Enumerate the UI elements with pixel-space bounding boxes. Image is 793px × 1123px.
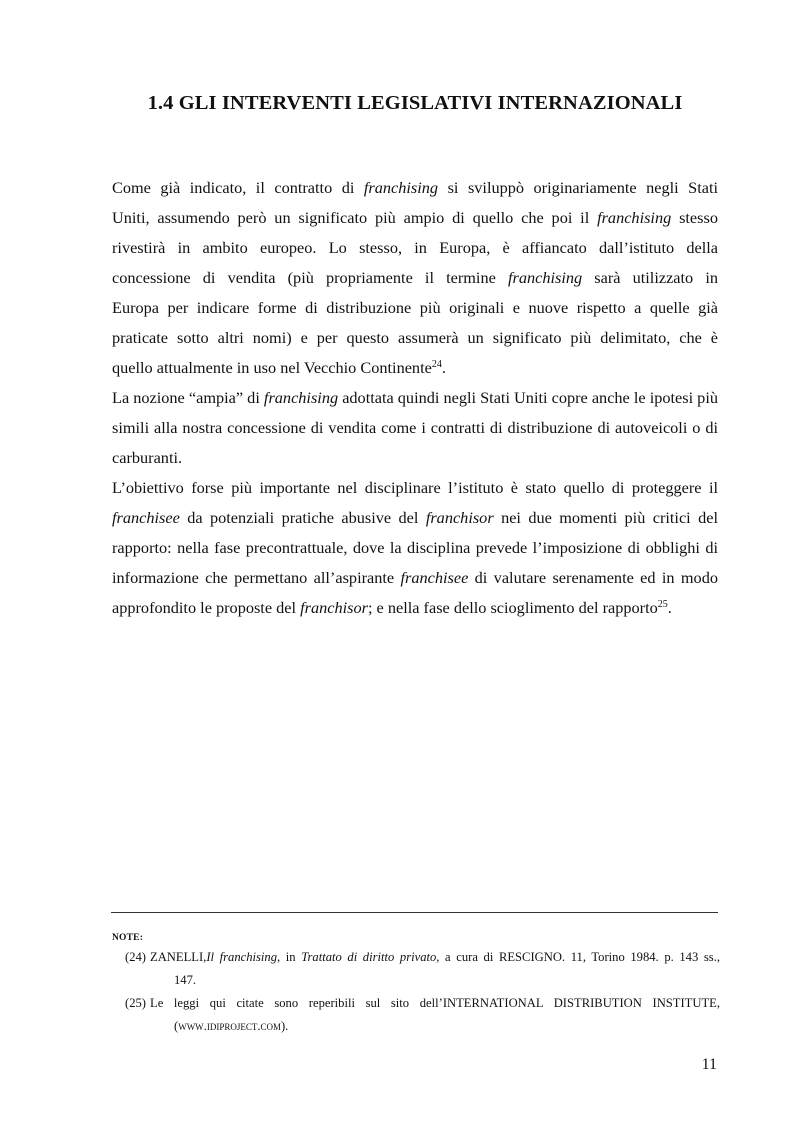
section-heading: 1.4 GLI INTERVENTI LEGISLATIVI INTERNAZIONALI — [147, 92, 683, 114]
paragraph-line — [112, 353, 718, 383]
paragraph-line — [112, 203, 718, 233]
text-run: da potenziali pratiche abusive del — [179, 508, 426, 527]
footnote-divider — [111, 912, 718, 913]
italic-term: franchising — [597, 208, 672, 227]
text-run: , a cura di RESCIGNO. 11, Torino 1984. p. 143 ss., — [436, 950, 720, 964]
italic-term: franchising — [507, 268, 583, 287]
text-run: stesso — [671, 208, 718, 227]
text-run: Come già indicato, il contratto di — [112, 178, 364, 197]
footnote-line: Le leggi qui citate sono reperibili sul sito dell’INTERNATIONAL DISTRIBUTION INSTITUTE, — [150, 996, 720, 1010]
text-run: La nozione “ampia” di — [112, 388, 264, 407]
paragraph-line — [112, 263, 718, 293]
text-run: nei due momenti più critici del rapporto: nella fase precontrattuale, dove la disciplina prevede l’imposizione di obblighi di informazione che permettano all’aspirante — [112, 508, 718, 587]
text-run: sarà utilizzato in — [582, 268, 718, 287]
text-run: L’obiettivo forse più importante nel disciplinare l’istituto è stato quello di proteggere il — [112, 478, 718, 497]
body-text — [112, 173, 718, 623]
italic-term: franchisor — [300, 598, 368, 617]
text-run: Uniti, assumendo però un significato più ampio di quello che poi il — [112, 208, 598, 227]
text-run: di valutare serenamente ed in modo approfondito le proposte del — [112, 568, 718, 617]
paragraph-line: praticate sotto altri nomi) e per questo assumerà un significato più delimitato, che è — [112, 328, 718, 347]
text-run: . — [441, 358, 446, 377]
text-run: si sviluppò originariamente negli Stati — [438, 178, 719, 197]
footnote-ref-25[interactable]: 25 — [657, 599, 668, 610]
paragraph-line — [112, 173, 718, 203]
italic-term: Trattato di diritto privato — [301, 950, 437, 964]
footnote-line: 147. — [174, 973, 197, 987]
paragraph-line: rivestirà in ambito europeo. Lo stesso, in Europa, è affiancato dall’istituto della — [112, 238, 718, 257]
italic-term: franchisor — [425, 508, 494, 527]
footnote-line — [150, 946, 720, 969]
paragraph-line: Europa per indicare forme di distribuzione più originali e nuove rispetto a quelle già — [112, 298, 718, 317]
text-run: adottata quindi negli Stati Uniti copre anche le ipotesi più simili alla nostra concessione di vendita come i contratti di distribuzione di autoveicoli o di carburanti. — [112, 388, 718, 467]
text-run: concessione di vendita (più propriamente il termine — [112, 268, 508, 287]
italic-term: franchisee — [112, 508, 180, 527]
italic-term: franchising — [363, 178, 439, 197]
footnote-number: (25) — [125, 996, 146, 1010]
footnote-number: (24) — [125, 950, 146, 964]
footnote-ref-24[interactable]: 24 — [431, 359, 442, 370]
footnote-url[interactable]: (www.idiproject.com). — [174, 1019, 289, 1033]
italic-term: franchisee — [400, 568, 469, 587]
text-run: ZANELLI, — [150, 950, 207, 964]
text-run: . — [667, 598, 672, 617]
footnote-25 — [112, 992, 720, 1038]
text-run: in — [280, 950, 302, 964]
notes-label: NOTE: — [112, 933, 144, 943]
paragraph-2 — [112, 383, 718, 473]
footnote-24 — [112, 946, 720, 992]
page-number: 11 — [701, 1056, 717, 1073]
footnotes — [112, 930, 720, 1038]
text-run: quello attualmente in uso nel Vecchio Continente — [112, 358, 432, 377]
text-run: ; e nella fase dello scioglimento del rapporto — [367, 598, 658, 617]
italic-term: franchising — [263, 388, 339, 407]
paragraph-3 — [112, 473, 718, 623]
italic-term: Il franchising, — [206, 950, 281, 964]
